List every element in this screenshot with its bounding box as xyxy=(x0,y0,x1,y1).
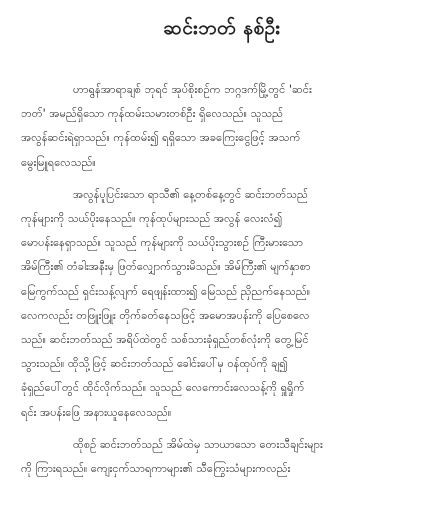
paragraph-1: ဟာရွန်အာရာချစ် ဘုရင် အုပ်စိုးစဉ်က ဘဂ္ဂဒက်မြို့တွင် 'ဆင်း ဘတ်' အမည်ရှိသော ကုန်ထမ်းသမားတစ်ဦး ရှိလေသည်။ သူသည် အလွန်ဆင်းရဲရှာသည်။ ကုန်ထမ်း၍ ရရှိသော အခကြေးငွေဖြင့် အသက် မွေးမြူရလေသည်။ xyxy=(21,83,312,169)
paragraph-2: အလွန်ပူပြင်းသော ရာသီ၏ နေ့တစ်နေ့တွင် ဆင်းဘတ်သည် ကုန်များကို သယ်ပိုးနေသည်။ ကုန်ထုပ်များသည် အလွန် လေးလံ၍ မောပန်းနေရှာသည်။ သူသည် ကုန်များကို သယ်ပိုးသွားစဉ် ကြီးမားသော အိမ်ကြီး၏ တံခါးအနီးမှ ဖြတ်လျှောက်သွားမိသည်။ အိမ်ကြီး၏ မျက်နှာစာ မြေကွက်သည် ရှင်းသန့်လျက် ရေဖျန်းထား၍ မြေသည် ညှိညက်နေသည်။ လေကလည်း တဖြူးဖြူး တိုက်ခတ်နေသဖြင့် အမောအပန်းကို ပြေစေလေ သည်။ ဆင်းဘတ်သည် အရိပ်ထဲတွင် သစ်သားခုံရှည်တစ်လုံးကို တွေ့မြင် သွားသည်။ ထိုသို့ဖြင့် ဆင်းဘတ်သည် ခေါင်းပေါ်မှ ဝန်ထုပ်ကို ချ၍ ခုံရှည်ပေါ်တွင် ထိုင်လိုက်သည်။ သူသည် လေကောင်းလေသန့်ကို ရှူရှိုက် ရင်း အပန်းဖြေ အနားယူနေလေသည်။ xyxy=(21,187,311,419)
paragraph-3: ထိုစဉ် ဆင်းဘတ်သည် အိမ်ထဲမှ သာယာသော တေးသီချင်းများ ကို ကြားရသည်။ ကျေးငှက်သာရကာများ၏ သီကြွေးသံများကလည်း xyxy=(21,437,323,476)
story-title: ဆင်းဘတ် နစ်ဦး xyxy=(163,17,281,39)
